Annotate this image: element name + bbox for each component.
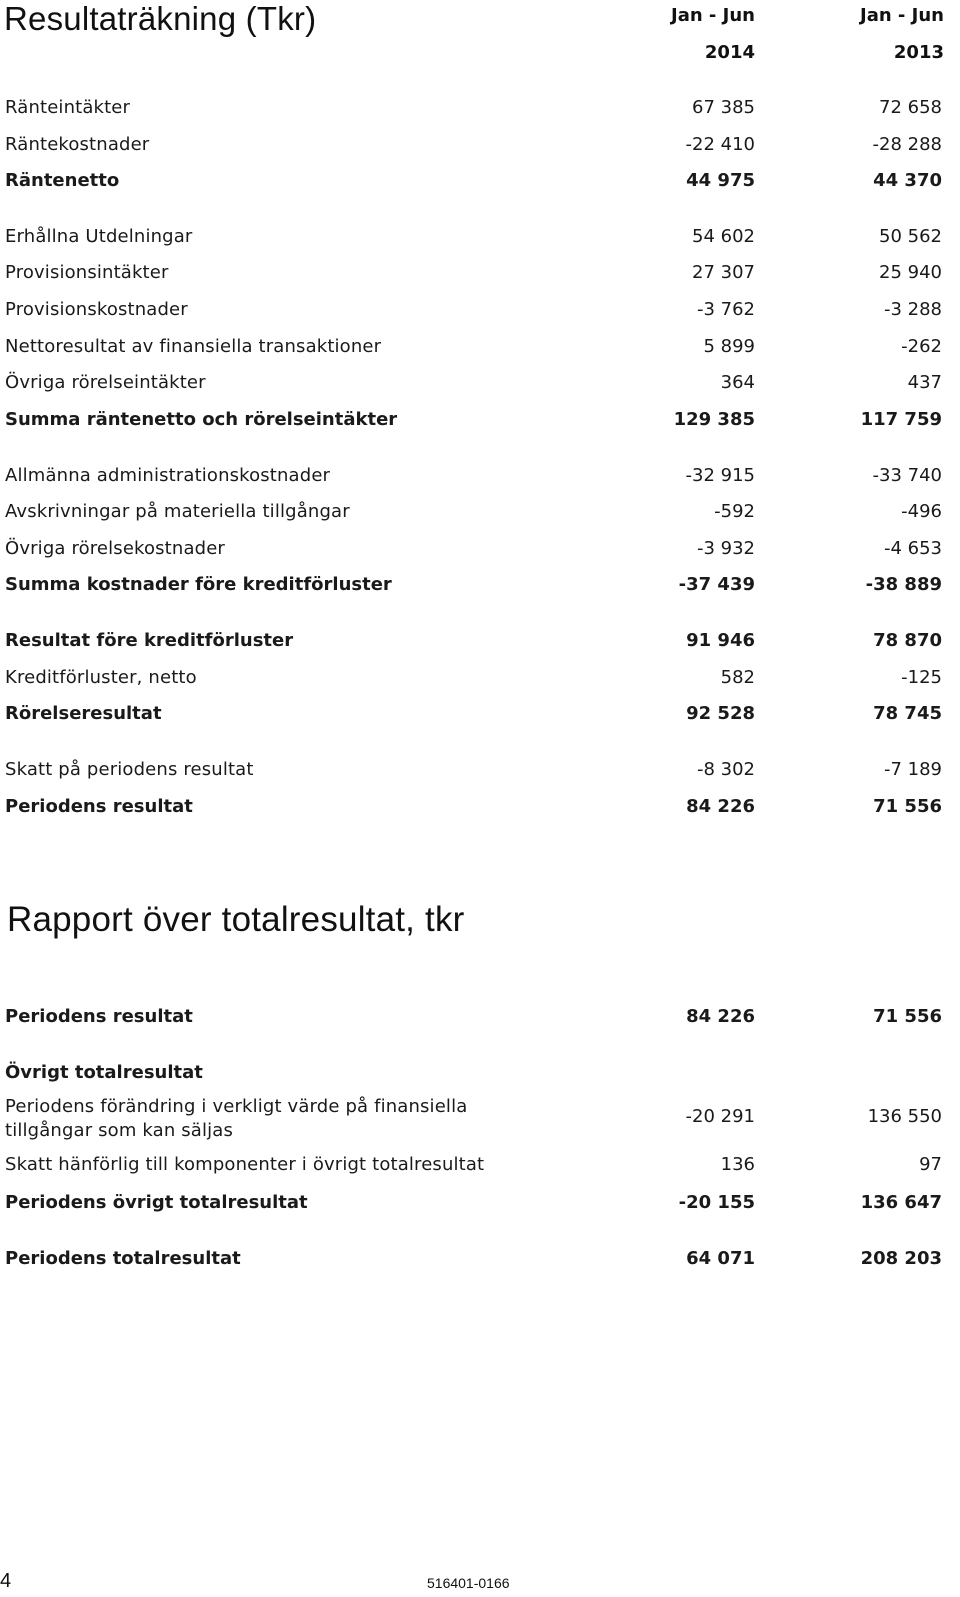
- row-label: Provisionsintäkter: [5, 262, 169, 283]
- row-label: Allmänna administrationskostnader: [5, 465, 331, 486]
- row-label: Summa kostnader före kreditförluster: [5, 574, 392, 595]
- row-label: Övriga rörelsekostnader: [5, 538, 225, 559]
- row-label: Periodens resultat: [5, 1006, 193, 1027]
- row-value-2013: 78 870: [873, 630, 942, 651]
- row-value-2013: -28 288: [872, 134, 942, 155]
- row-value-2014: 54 602: [692, 226, 755, 247]
- row-value-2014: 364: [720, 372, 755, 393]
- organization-number: 516401-0166: [427, 1575, 510, 1591]
- table-row: [0, 759, 960, 785]
- col1-period-header: Jan - Jun: [671, 5, 755, 26]
- table-row: [0, 667, 960, 693]
- row-value-2013: -7 189: [883, 759, 942, 780]
- row-value-2014: -22 410: [685, 134, 755, 155]
- row-label: Avskrivningar på materiella tillgångar: [5, 501, 350, 522]
- table-row: [0, 134, 960, 160]
- row-value-2014: 129 385: [673, 409, 755, 430]
- row-value-2013: -38 889: [865, 574, 942, 595]
- row-label: Skatt hänförlig till komponenter i övrigt totalresultat: [5, 1154, 485, 1175]
- row-label: Provisionskostnader: [5, 299, 188, 320]
- page-title: Resultaträkning (Tkr): [4, 0, 317, 37]
- row-value-2014: 5 899: [703, 336, 755, 357]
- row-value-2014: 84 226: [686, 796, 755, 817]
- section-title: Rapport över totalresultat, tkr: [7, 900, 465, 939]
- table-row-subtotal: [0, 170, 960, 196]
- table-row: [0, 299, 960, 325]
- row-label: Summa räntenetto och rörelseintäkter: [5, 409, 398, 430]
- row-label: Periodens förändring i verkligt värde på finansiella tillgångar som kan säljas: [5, 1096, 468, 1141]
- col2-period-header: Jan - Jun: [860, 5, 944, 26]
- table-row: [0, 97, 960, 123]
- col1-year-header: 2014: [704, 42, 755, 63]
- row-value-2014: 64 071: [686, 1248, 755, 1269]
- row-label: Resultat före kreditförluster: [5, 630, 294, 651]
- row-label: Erhållna Utdelningar: [5, 226, 193, 247]
- table-row: [0, 501, 960, 527]
- row-label: Periodens resultat: [5, 796, 193, 817]
- row-label: Skatt på periodens resultat: [5, 759, 254, 780]
- table-row-subtotal: [0, 630, 960, 656]
- table-row-subtotal: [0, 703, 960, 729]
- row-value-2014: 84 226: [686, 1006, 755, 1027]
- row-label: Övrigt totalresultat: [5, 1062, 203, 1083]
- row-value-2013: -262: [901, 336, 942, 357]
- row-label: Räntekostnader: [5, 134, 150, 155]
- table-row-heading: [0, 1062, 960, 1088]
- row-value-2014: 92 528: [686, 703, 755, 724]
- table-row-subtotal: [0, 574, 960, 600]
- row-value-2013: -33 740: [872, 465, 942, 486]
- row-label: Periodens övrigt totalresultat: [5, 1192, 308, 1213]
- row-value-2013: 136 550: [867, 1106, 942, 1127]
- row-value-2014: 91 946: [686, 630, 755, 651]
- row-value-2013: -125: [901, 667, 942, 688]
- row-value-2013: 437: [907, 372, 942, 393]
- table-row-total: [0, 1006, 960, 1032]
- row-value-2013: 78 745: [873, 703, 942, 724]
- table-row-subtotal: [0, 1192, 960, 1218]
- row-value-2013: 50 562: [879, 226, 942, 247]
- row-value-2013: 25 940: [879, 262, 942, 283]
- row-label: Periodens totalresultat: [5, 1248, 241, 1269]
- row-value-2014: 44 975: [686, 170, 755, 191]
- row-value-2014: 136: [720, 1154, 755, 1175]
- row-value-2013: 136 647: [860, 1192, 942, 1213]
- row-value-2013: -3 288: [883, 299, 942, 320]
- row-value-2013: 71 556: [873, 1006, 942, 1027]
- row-value-2014: -592: [714, 501, 755, 522]
- row-value-2013: 44 370: [873, 170, 942, 191]
- row-value-2013: 117 759: [860, 409, 942, 430]
- table-row-total: [0, 796, 960, 822]
- row-value-2014: 67 385: [692, 97, 755, 118]
- row-value-2014: -20 291: [685, 1106, 755, 1127]
- row-value-2013: 71 556: [873, 796, 942, 817]
- table-row: [0, 538, 960, 564]
- table-row: [0, 1095, 960, 1145]
- row-value-2014: -32 915: [685, 465, 755, 486]
- row-value-2014: -20 155: [678, 1192, 755, 1213]
- row-value-2014: -8 302: [696, 759, 755, 780]
- table-row: [0, 1154, 960, 1180]
- row-label: Ränteintäkter: [5, 97, 131, 118]
- row-label: Kreditförluster, netto: [5, 667, 197, 688]
- row-value-2013: 72 658: [879, 97, 942, 118]
- table-row-total: [0, 1248, 960, 1274]
- row-value-2014: 27 307: [692, 262, 755, 283]
- table-row: [0, 226, 960, 252]
- col2-year-header: 2013: [893, 42, 944, 63]
- row-value-2013: 97: [919, 1154, 942, 1175]
- table-row: [0, 262, 960, 288]
- table-row: [0, 336, 960, 362]
- row-value-2014: -3 932: [696, 538, 755, 559]
- row-value-2013: -4 653: [883, 538, 942, 559]
- row-value-2013: 208 203: [860, 1248, 942, 1269]
- row-label: Nettoresultat av finansiella transaktioner: [5, 336, 382, 357]
- row-label: Övriga rörelseintäkter: [5, 372, 206, 393]
- table-row: [0, 372, 960, 398]
- row-label: Rörelseresultat: [5, 703, 162, 724]
- row-value-2014: -37 439: [678, 574, 755, 595]
- page-number: 4: [0, 1570, 12, 1592]
- row-label: Räntenetto: [5, 170, 120, 191]
- row-value-2013: -496: [901, 501, 942, 522]
- row-value-2014: -3 762: [696, 299, 755, 320]
- row-value-2014: 582: [720, 667, 755, 688]
- table-row: [0, 465, 960, 491]
- table-row-subtotal: [0, 409, 960, 435]
